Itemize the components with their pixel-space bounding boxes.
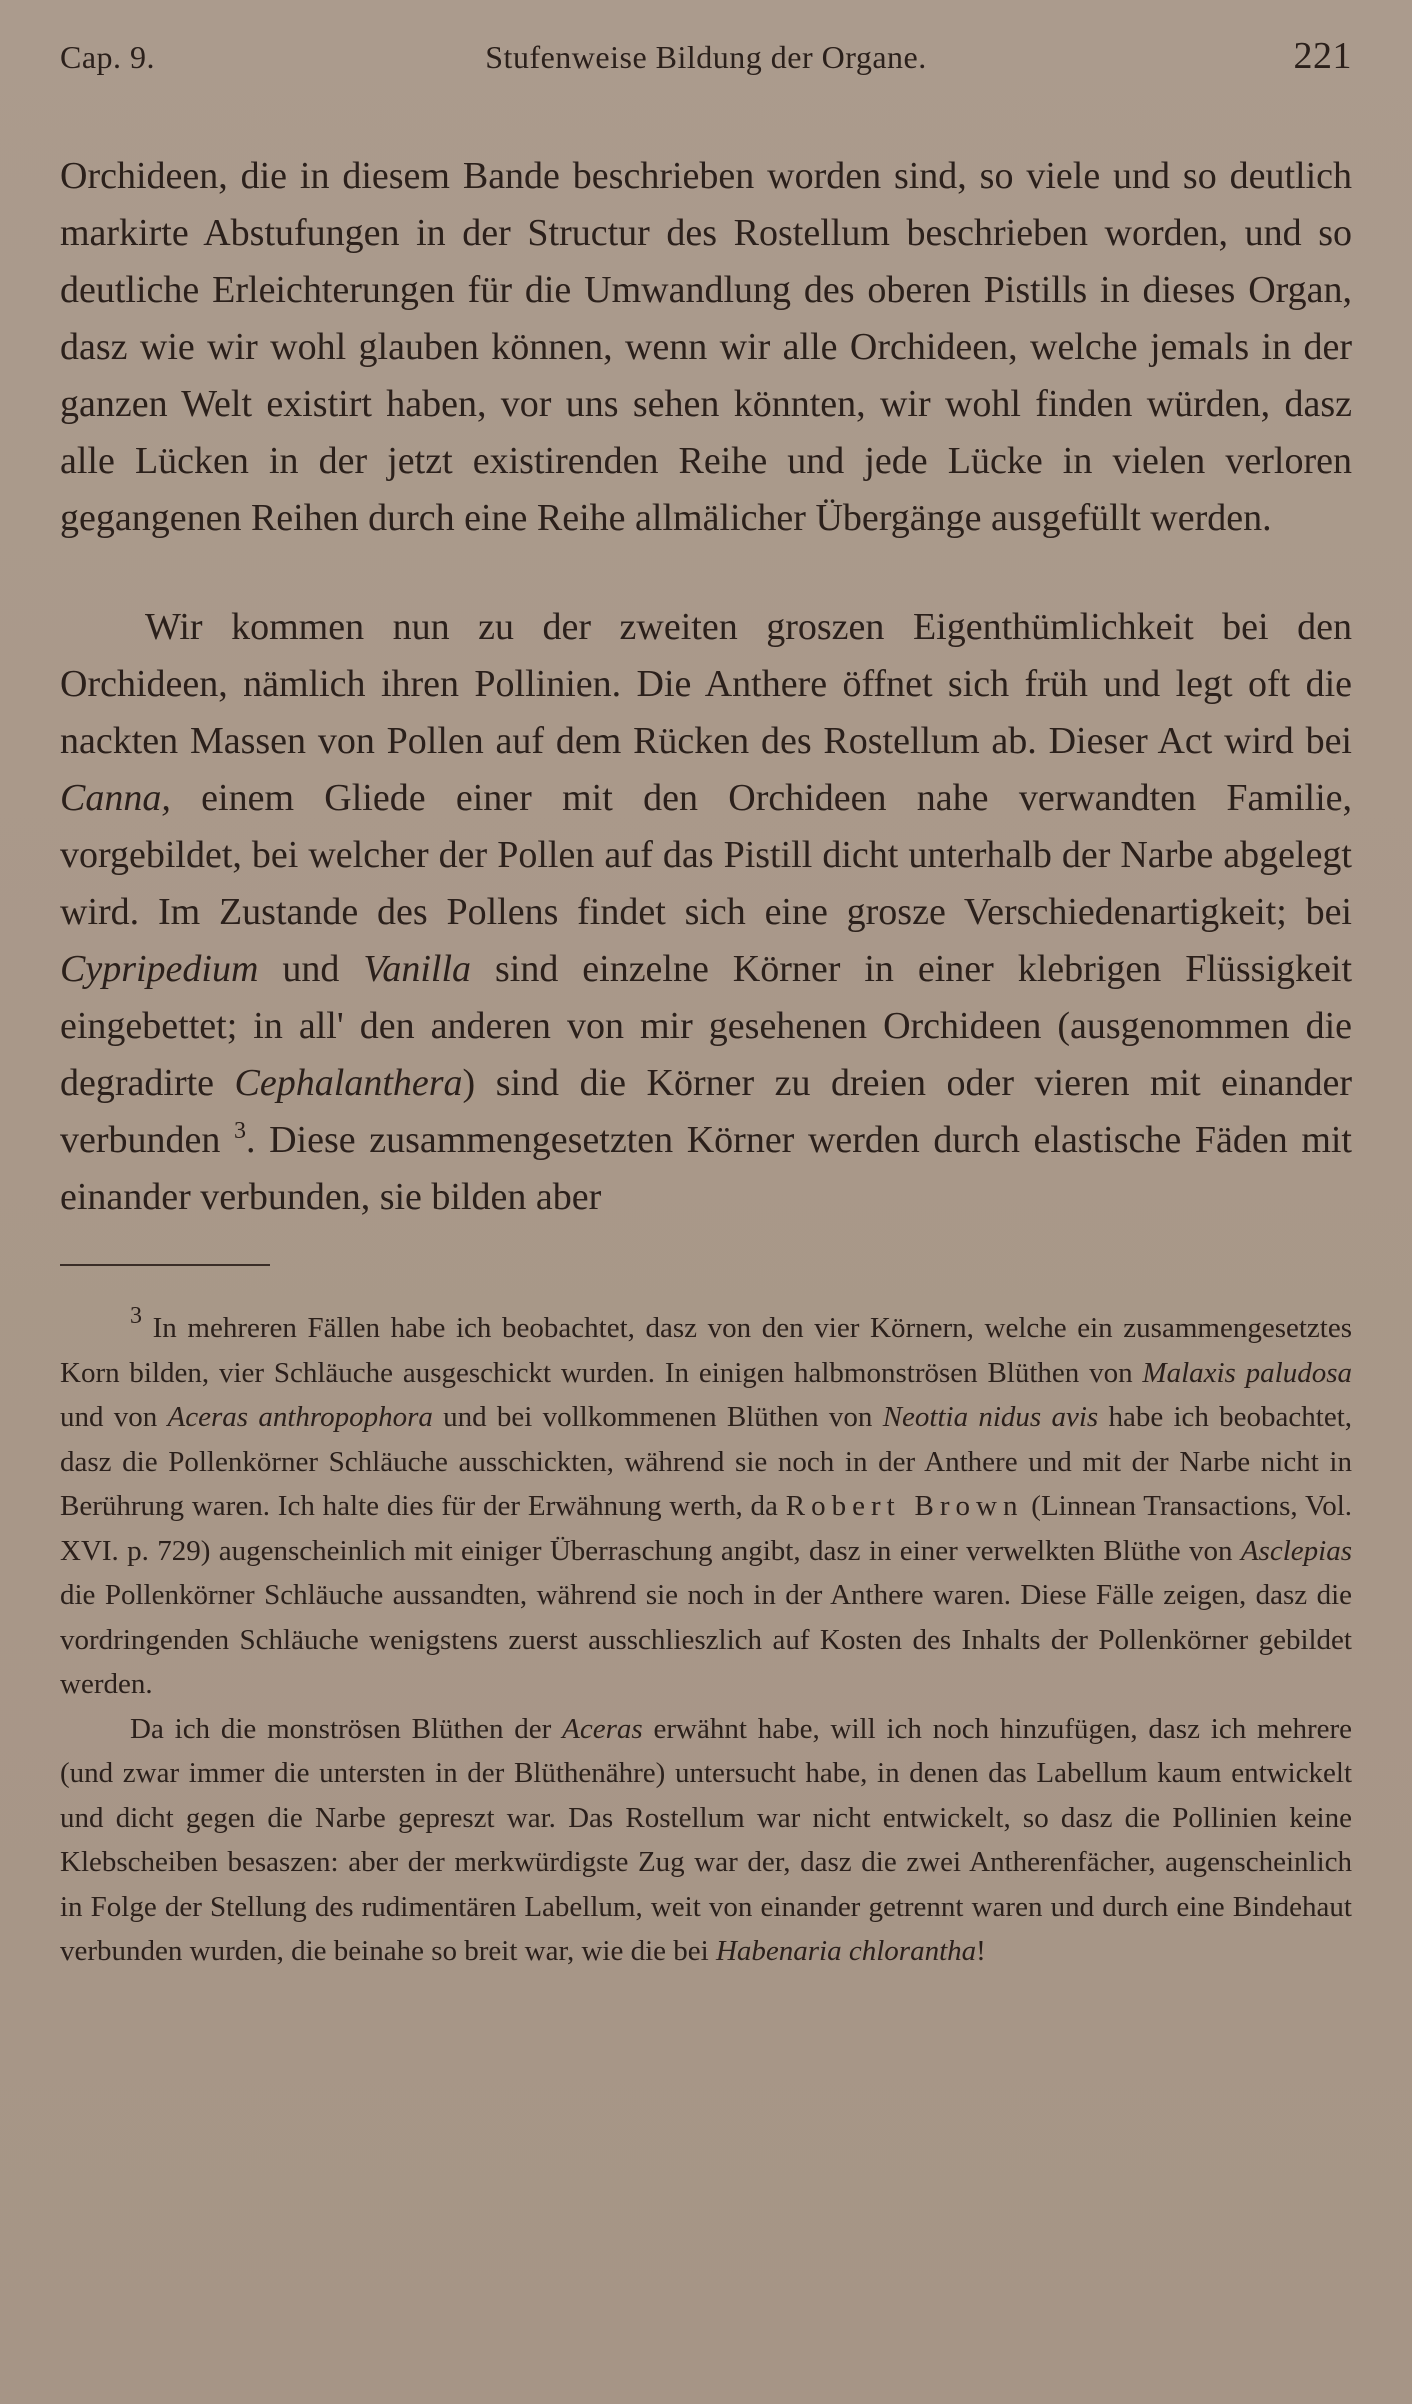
text-run: und bbox=[258, 948, 364, 990]
text-run: einem Gliede einer mit den Orchideen nahe verwandten Familie, vorgebildet, bei welcher der Pollen auf das Pistill dicht unterhalb der Narbe abgelegt wird. Im Zustande des Pollens findet sich eine grosze Verschiedenartigkeit; bei bbox=[60, 777, 1352, 933]
footnote-2 bbox=[60, 1707, 1352, 1974]
running-header bbox=[60, 34, 1352, 86]
text-run: Da ich die monströsen Blüthen der bbox=[130, 1712, 563, 1745]
text-run: die Pollenkörner Schläuche aussandten, während sie noch in der Anthere waren. Diese Fälle zeigen, dasz die vordringenden Schläuche wenigstens zuerst ausschlieszlich auf Kosten des Inhalts der Pollenkörner gebildet werden. bbox=[60, 1579, 1352, 1700]
text-run: ! bbox=[976, 1935, 986, 1967]
author-name: Robert Brown bbox=[785, 1490, 1024, 1522]
footnote-reference: 3 bbox=[234, 1118, 246, 1144]
taxon-name: Malaxis paludosa bbox=[1142, 1356, 1352, 1389]
paragraph-2 bbox=[60, 599, 1352, 1226]
taxon-name: Cephalanthera bbox=[234, 1062, 463, 1104]
text-run: . Diese zusammengesetzten Körner werden durch elastische Fäden mit einander verbunden, sie bilden aber bbox=[60, 1119, 1352, 1218]
page-number: 221 bbox=[1293, 35, 1352, 77]
paragraph-gap bbox=[60, 547, 1352, 599]
taxon-name: Canna, bbox=[60, 777, 171, 819]
text-run: Wir kommen nun zu der zweiten groszen Eigenthümlichkeit bei den Orchideen, nämlich ihren Pollinien. Die Anthere öffnet sich früh und legt oft die nackten Massen von Pollen auf dem Rücken des Rostellum ab. Dieser Act wird bei bbox=[60, 606, 1352, 762]
taxon-name: Aceras anthropophora bbox=[167, 1401, 433, 1433]
taxon-name: Asclepias bbox=[1240, 1534, 1352, 1567]
text-run: und bei vollkommenen Blüthen von bbox=[432, 1401, 883, 1433]
paragraph-1: Orchideen, die in diesem Bande beschrieben worden sind, so viele und so deutlich markirte Abstufungen in der Structur des Rostellum beschrieben worden, und so deutliche Erleichterungen für die Umwandlung des oberen Pistills in dieses Organ, dasz wie wir wohl glauben können, wenn wir alle Orchideen, welche jemals in der ganzen Welt existirt haben, vor uns sehen könnten, wir wohl finden würden, dasz alle Lücken in der jetzt existirenden Reihe und jede Lücke in vielen verloren gegangenen Reihen durch eine Reihe allmälicher Übergänge ausgefüllt werden. bbox=[60, 155, 1352, 539]
chapter-label: Cap. 9. bbox=[60, 39, 156, 75]
text-run: (Linnean Transactions, Vol. XVI. p. 729) augenscheinlich mit einiger Überraschung angibt, dasz in einer verwelkten Blüthe von bbox=[60, 1490, 1353, 1567]
text-run: In mehreren Fällen habe ich beobachtet, dasz von den vier Körnern, welche ein zusammengesetztes Korn bilden, vier Schläuche ausgeschickt wurden. In einigen halbmonströsen Blüthen von bbox=[60, 1312, 1352, 1389]
taxon-name: Habenaria chlorantha bbox=[715, 1935, 977, 1967]
text-run: und von bbox=[60, 1401, 168, 1433]
footnote-marker: 3 bbox=[130, 1303, 142, 1329]
text-run: habe ich beobachtet, dasz die Pollenkörner Schläuche ausschickten, während sie noch in der Anthere und mit der Narbe nicht in Berührung waren. Ich halte dies für der Erwähnung werth, da bbox=[60, 1401, 1353, 1522]
taxon-name: Vanilla bbox=[363, 948, 472, 990]
running-title: Stufenweise Bildung der Organe. bbox=[485, 39, 927, 75]
taxon-name: Cypripedium bbox=[60, 948, 259, 990]
main-text bbox=[60, 148, 1352, 1226]
taxon-name: Neottia nidus avis bbox=[882, 1401, 1099, 1433]
text-run: sind einzelne Körner in einer klebrigen Flüssigkeit eingebettet; in all' den anderen von mir gesehenen Orchideen (ausgenommen die degradirte bbox=[60, 948, 1353, 1104]
taxon-name: Aceras bbox=[562, 1712, 643, 1745]
footnote-divider bbox=[60, 1264, 270, 1266]
text-run: erwähnt habe, will ich noch hinzufügen, dasz ich mehrere (und zwar immer die untersten in der Blüthenähre) untersucht habe, in denen das Labellum kaum entwickelt und dicht gegen die Narbe gepreszt war. Das Rostellum war nicht entwickelt, so dasz die Pollinien keine Klebscheiben besaszen: aber der merkwürdigste Zug war der, dasz die zwei Antherenfächer, augenscheinlich in Folge der Stellung des rudimentären Labellum, weit von einander getrennt waren und durch eine Bindehaut verbunden wurden, die beinahe so breit war, wie die bei bbox=[60, 1712, 1352, 1967]
text-run: ) sind die Körner zu dreien oder vieren mit einander verbunden bbox=[60, 1062, 1352, 1161]
footnotes bbox=[60, 1303, 1353, 1974]
footnote-1 bbox=[60, 1303, 1353, 1707]
